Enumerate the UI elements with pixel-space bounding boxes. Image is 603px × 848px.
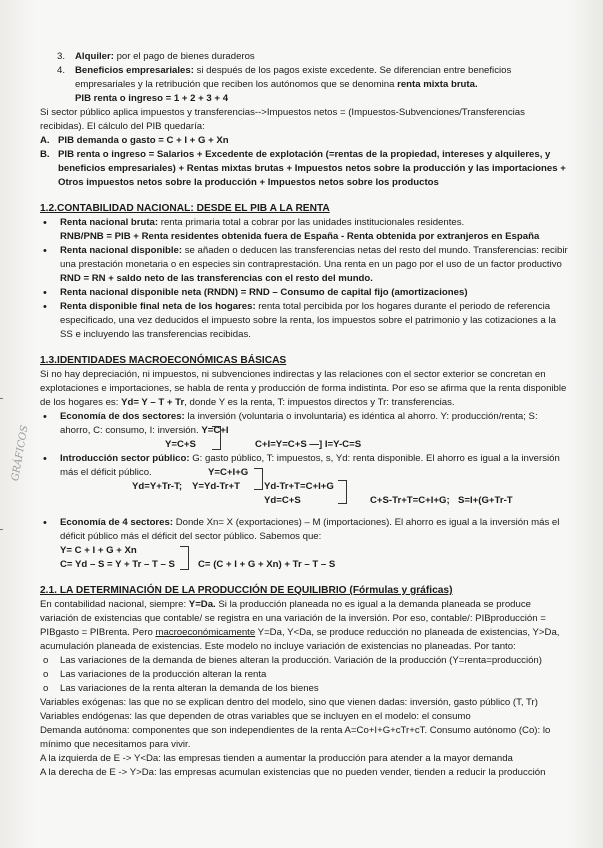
equation: Y=Yd-Tr+T — [192, 481, 240, 492]
equation: Y=C+S — [165, 439, 196, 450]
bracket — [212, 426, 221, 450]
bracket — [180, 546, 189, 570]
sector-publico-equations-1 — [40, 467, 570, 494]
derecha-de-e: A la derecha de E -> Y>Da: las empresas acumulan existencias que no pueden vender, tienden a reducir la producción — [40, 767, 546, 778]
section-2-1-title: 2.1. LA DETERMINACIÓN DE LA PRODUCCIÓN DE EQUILIBRIO (Fórmulas y gráficas) — [40, 585, 453, 596]
bullet-renta-disponible-hogares: • Renta disponible final neta de los hogares: renta total percibida por los hogares durante el periodo de referencia especificado, una vez deducidos el impuesto sobre la renta, los impuestos sobre el patrimonio y las cotizaciones a la SS e incluyendo las transferencias recibidas. — [43, 301, 556, 340]
document-body — [40, 50, 570, 780]
variacion-item-1: o Las variaciones de la demanda de bienes alteran la producción. Variación de la producción (Y=renta=producción) — [43, 655, 542, 666]
equation: C= (C + I + G + Xn) + Tr – T – S — [198, 559, 336, 570]
bullet-rndn: • Renta nacional disponible neta (RNDN) = RND – Consumo de capital fijo (amortizaciones) — [43, 287, 468, 299]
bracket — [254, 468, 263, 490]
bullet-renta-nacional-disponible: • Renta nacional disponible: se añaden o deducen las transferencias netas del resto del mundo. Transferencias: recibir una prestación monetaria o en especies sin contraprestación. Una renta en un pago por el uso de un factor productivo — [43, 245, 568, 270]
variacion-item-2: o Las variaciones de la producción alteran la renta — [43, 669, 267, 680]
bullet-cuatro-sectores: • Economía de 4 sectores: Donde Xn= X (exportaciones) – M (importaciones). El ahorro es igual a la inversión más el déficit público más el déficit del sector público. Sabemos que: — [43, 517, 560, 542]
equation: Yd-Tr+T=C+I+G — [264, 481, 334, 492]
izquierda-de-e: A la izquierda de E -> Y<Da: las empresas tienden a aumentar la producción para atender a la mayor demanda — [40, 753, 513, 764]
equilibrio-paragraph: En contabilidad nacional, siempre: Y=Da. Si la producción planeada no es igual a la demanda planeada se produce variación de existencias que contable/ se registra en una variación de la inversión. Por eso, contable/: PIBproducción = PIBgasto = PIBrenta. Pero macroeconómicamente Y=Da, Y<Da, se produce reducción no planeada de existencias, Y>Da, acumulación planeada de existencias. Este modelo no incluye variación de existencias no planeadas. Por tanto: — [40, 599, 560, 652]
equation: Yd=Y+Tr-T; — [132, 481, 183, 492]
equation: C= Yd – S = Y + Tr – T – S — [60, 559, 175, 570]
pib-demanda-item: A. PIB demanda o gasto = C + I + G + Xn — [40, 135, 229, 146]
cuatro-sectores-equation-2 — [40, 558, 570, 572]
equation: C+S-Tr+T=C+I+G; — [370, 495, 450, 506]
pencil-bracket — [0, 398, 3, 530]
pib-renta-formula: PIB renta o ingreso = 1 + 2 + 3 + 4 — [75, 93, 229, 104]
list-item-alquiler: 3. Alquiler: por el pago de bienes duraderos — [57, 51, 255, 62]
rnd-formula: RND = RN + saldo neto de las transferencias con el resto del mundo. — [60, 273, 373, 284]
dos-sectores-equations — [40, 438, 570, 452]
variables-exogenas: Variables exógenas: las que no se explican dentro del modelo, sino que vienen dadas: inversión, gasto público (T, Tr) — [40, 697, 538, 708]
bullet-renta-nacional-bruta: • Renta nacional bruta: renta primaria total a cobrar por las unidades institucionales residentes. — [43, 217, 465, 229]
cuatro-sectores-equation-1 — [40, 544, 570, 558]
equation: S=I+(G+Tr-T — [458, 495, 513, 506]
pencil-margin-note: GRÁFICOS — [10, 424, 31, 482]
variables-endogenas: Variables endógenas: las que dependen de otras variables que se incluyen en el modelo: el consumo — [40, 711, 471, 722]
sector-publico-equations-2 — [40, 494, 570, 508]
list-item-beneficios: 4. Beneficios empresariales: si después de los pagos existe excedente. Se diferencian entre beneficios empresariales y la retribución que reciben los autónomos que se denomina renta mixta bruta. — [57, 65, 512, 90]
equation: Y=C+I+G — [208, 467, 249, 478]
section-1-3-title: 1.3.IDENTIDADES MACROECONÓMICAS BÁSICAS — [40, 355, 287, 366]
variacion-item-3: o Las variaciones de la renta alteran la demanda de los bienes — [43, 683, 319, 694]
bullet-dos-sectores: • Economía de dos sectores: la inversión (voluntaria o involuntaria) es idéntica al ahorro. Y: producción/renta; S: ahorro, C: consumo, I: inversión. Y=C+I — [43, 411, 538, 436]
pib-renta-item: B. PIB renta o ingreso = Salarios + Excedente de explotación (=rentas de la propiedad, intereses y alquileres, y beneficios empresariales) + Rentas mixtas brutas + Impuestos netos sobre la producción y las importaciones + Otros impuestos netos sobre la producción + Impuestos netos sobre los productos — [40, 149, 566, 188]
equation: Yd=C+S — [264, 495, 301, 506]
demanda-autonoma: Demanda autónoma: componentes que son independientes de la renta A=Co+I+G+cTr+cT. Consumo autónomo (Co): lo mínimo que necesitamos para vivir. — [40, 725, 551, 750]
sector-publico-paragraph: Si sector público aplica impuestos y transferencias-->Impuestos netos = (Impuestos-Subvenciones/Transferencias recibidas). El cálculo del PIB quedaría: — [40, 107, 525, 132]
bracket — [338, 480, 347, 504]
identidades-intro: Si no hay depreciación, ni impuestos, ni subvenciones indirectas y las relaciones con el sector exterior se concretan en explotaciones e importaciones, se habla de renta y producción de forma indistinta. Por eso se afirma que la renta disponible de los hogares es: Yd= Y – T + Tr, donde Y es la renta, T: impuestos directos y Tr: transferencias. — [40, 369, 567, 408]
equation: Y= C + I + G + Xn — [60, 545, 137, 556]
section-1-2-title: 1.2.CONTABILIDAD NACIONAL: DESDE EL PIB A LA RENTA — [40, 203, 330, 214]
rnb-formula: RNB/PNB = PIB + Renta residentes obtenida fuera de España - Renta obtenida por extranjeros en España — [60, 231, 540, 242]
equation: C+I=Y=C+S —] I=Y-C=S — [255, 439, 362, 450]
bullet-sector-publico: • Introducción sector público: G: gasto público, T: impuestos, s, Yd: renta disponible. El ahorro es igual a la inversión más el déficit público. — [43, 453, 560, 478]
